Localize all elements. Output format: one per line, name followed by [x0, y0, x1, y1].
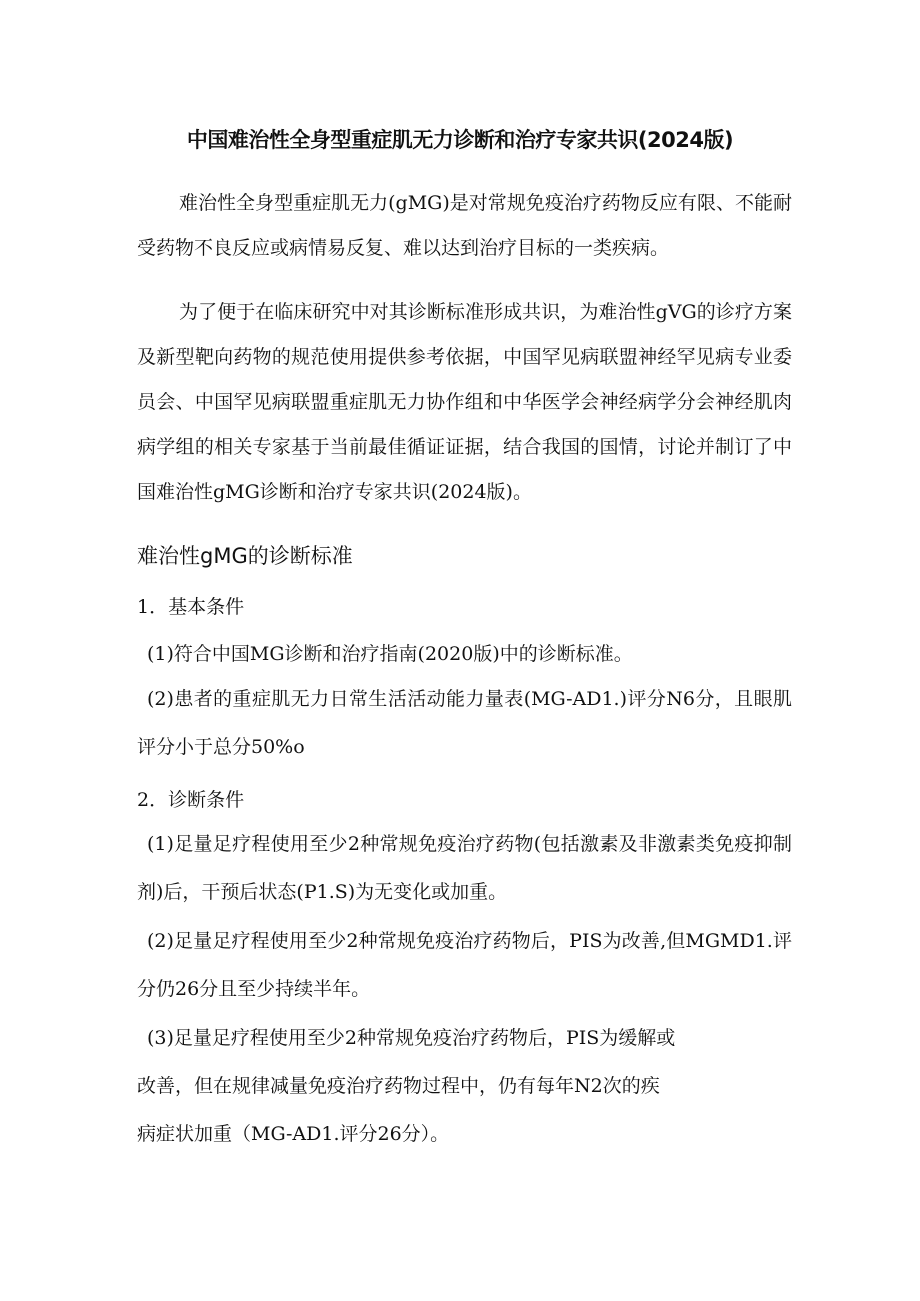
basic-condition-item-2: (2)患者的重症肌无力日常生活活动能力量表(MG-AD1.)评分N6分，且眼肌评分小于总分50%o	[137, 688, 792, 758]
diagnostic-condition-item-3-line-3: 病症状加重（MG-AD1.评分26分）。	[137, 1123, 450, 1145]
intro-paragraph-1: 难治性全身型重症肌无力(gMG)是对常规免疫治疗药物反应有限、不能耐受药物不良反应或病情易反复、难以达到治疗目标的一类疾病。	[137, 192, 792, 259]
intro-paragraph-2: 为了便于在临床研究中对其诊断标准形成共识，为难治性gVG的诊疗方案及新型靶向药物的规范使用提供参考依据，中国罕见病联盟神经罕见病专业委员会、中国罕见病联盟重症肌无力协作组和中华医学会神经病学分会神经肌肉病学组的相关专家基于当前最佳循证证据，结合我国的国情，讨论并制订了中国难治性gMG诊断和治疗专家共识(2024版)。	[137, 301, 792, 503]
section-heading: 难治性gMG的诊断标准	[137, 544, 353, 568]
diagnostic-condition-item-1: (1)足量足疗程使用至少2种常规免疫治疗药物(包括激素及非激素类免疫抑制剂)后，干预后状态(P1.S)为无变化或加重。	[137, 833, 792, 903]
diagnostic-condition-item-3-line-1: (3)足量足疗程使用至少2种常规免疫治疗药物后，PIS为缓解或	[147, 1027, 676, 1049]
diagnostic-conditions-heading: 2．诊断条件	[137, 789, 245, 811]
document-title: 中国难治性全身型重症肌无力诊断和治疗专家共识(2024版)	[186, 128, 734, 152]
diagnostic-condition-item-3-line-2: 改善，但在规律减量免疫治疗药物过程中，仍有每年N2次的疾	[137, 1075, 660, 1097]
basic-condition-item-1: (1)符合中国MG诊断和治疗指南(2020版)中的诊断标准。	[147, 643, 633, 665]
basic-conditions-heading: 1．基本条件	[137, 596, 245, 618]
diagnostic-condition-item-2: (2)足量足疗程使用至少2种常规免疫治疗药物后，PIS为改善,但MGMD1.评分仍26分且至少持续半年。	[137, 930, 792, 1000]
